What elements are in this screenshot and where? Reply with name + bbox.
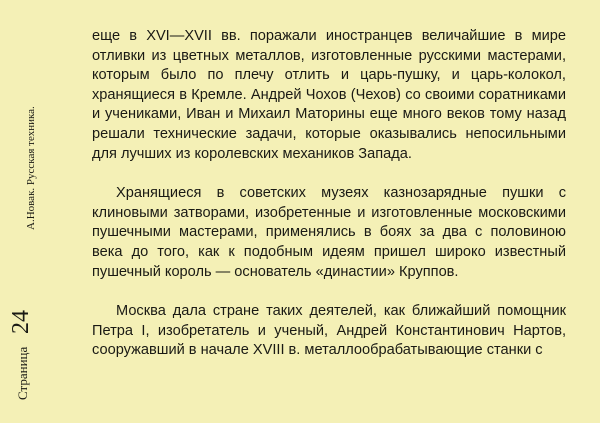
- source-caption: А.Новак. Русская техника.: [25, 106, 37, 230]
- paragraph-2: Хранящиеся в советских музеях казнозарядные пушки с клиновыми затворами, изобретенные и изготовленные московскими пушечными мастерами, применялись в боях за два с половиною века до того, как к подобным идеям пришел широко известный пушечный король — основатель «династии» Круппов.: [92, 185, 566, 280]
- body-text: [92, 27, 566, 361]
- sidebar-rotated: [8, 30, 44, 400]
- page-sidebar: [8, 30, 44, 400]
- paragraph-3: Москва дала стране таких деятелей, как ближайший помощник Петра I, изобретатель и ученый, Андрей Константинович Нартов, сооружавший в начале XVIII в. металлообрабатывающие станки с: [92, 303, 566, 359]
- paragraph-1: еще в XVI—XVII вв. поражали иностранцев величайшие в мире отливки из цветных металлов, изготовленные русскими мастерами, которым было по плечу отлить и царь-пушку, и царь-колокол, хранящиеся в Кремле. Андрей Чохов (Чехов) со своими соратниками и учениками, Иван и Михаил Маторины еще много веков тому назад решали технические задачи, которые оказывались непосильными для лучших из королевских механиков Запада.: [92, 28, 566, 162]
- paragraph-gap: [92, 282, 566, 302]
- paragraph-gap: [92, 164, 566, 184]
- page-label: Страница: [15, 346, 30, 400]
- page-number: 24: [8, 310, 34, 334]
